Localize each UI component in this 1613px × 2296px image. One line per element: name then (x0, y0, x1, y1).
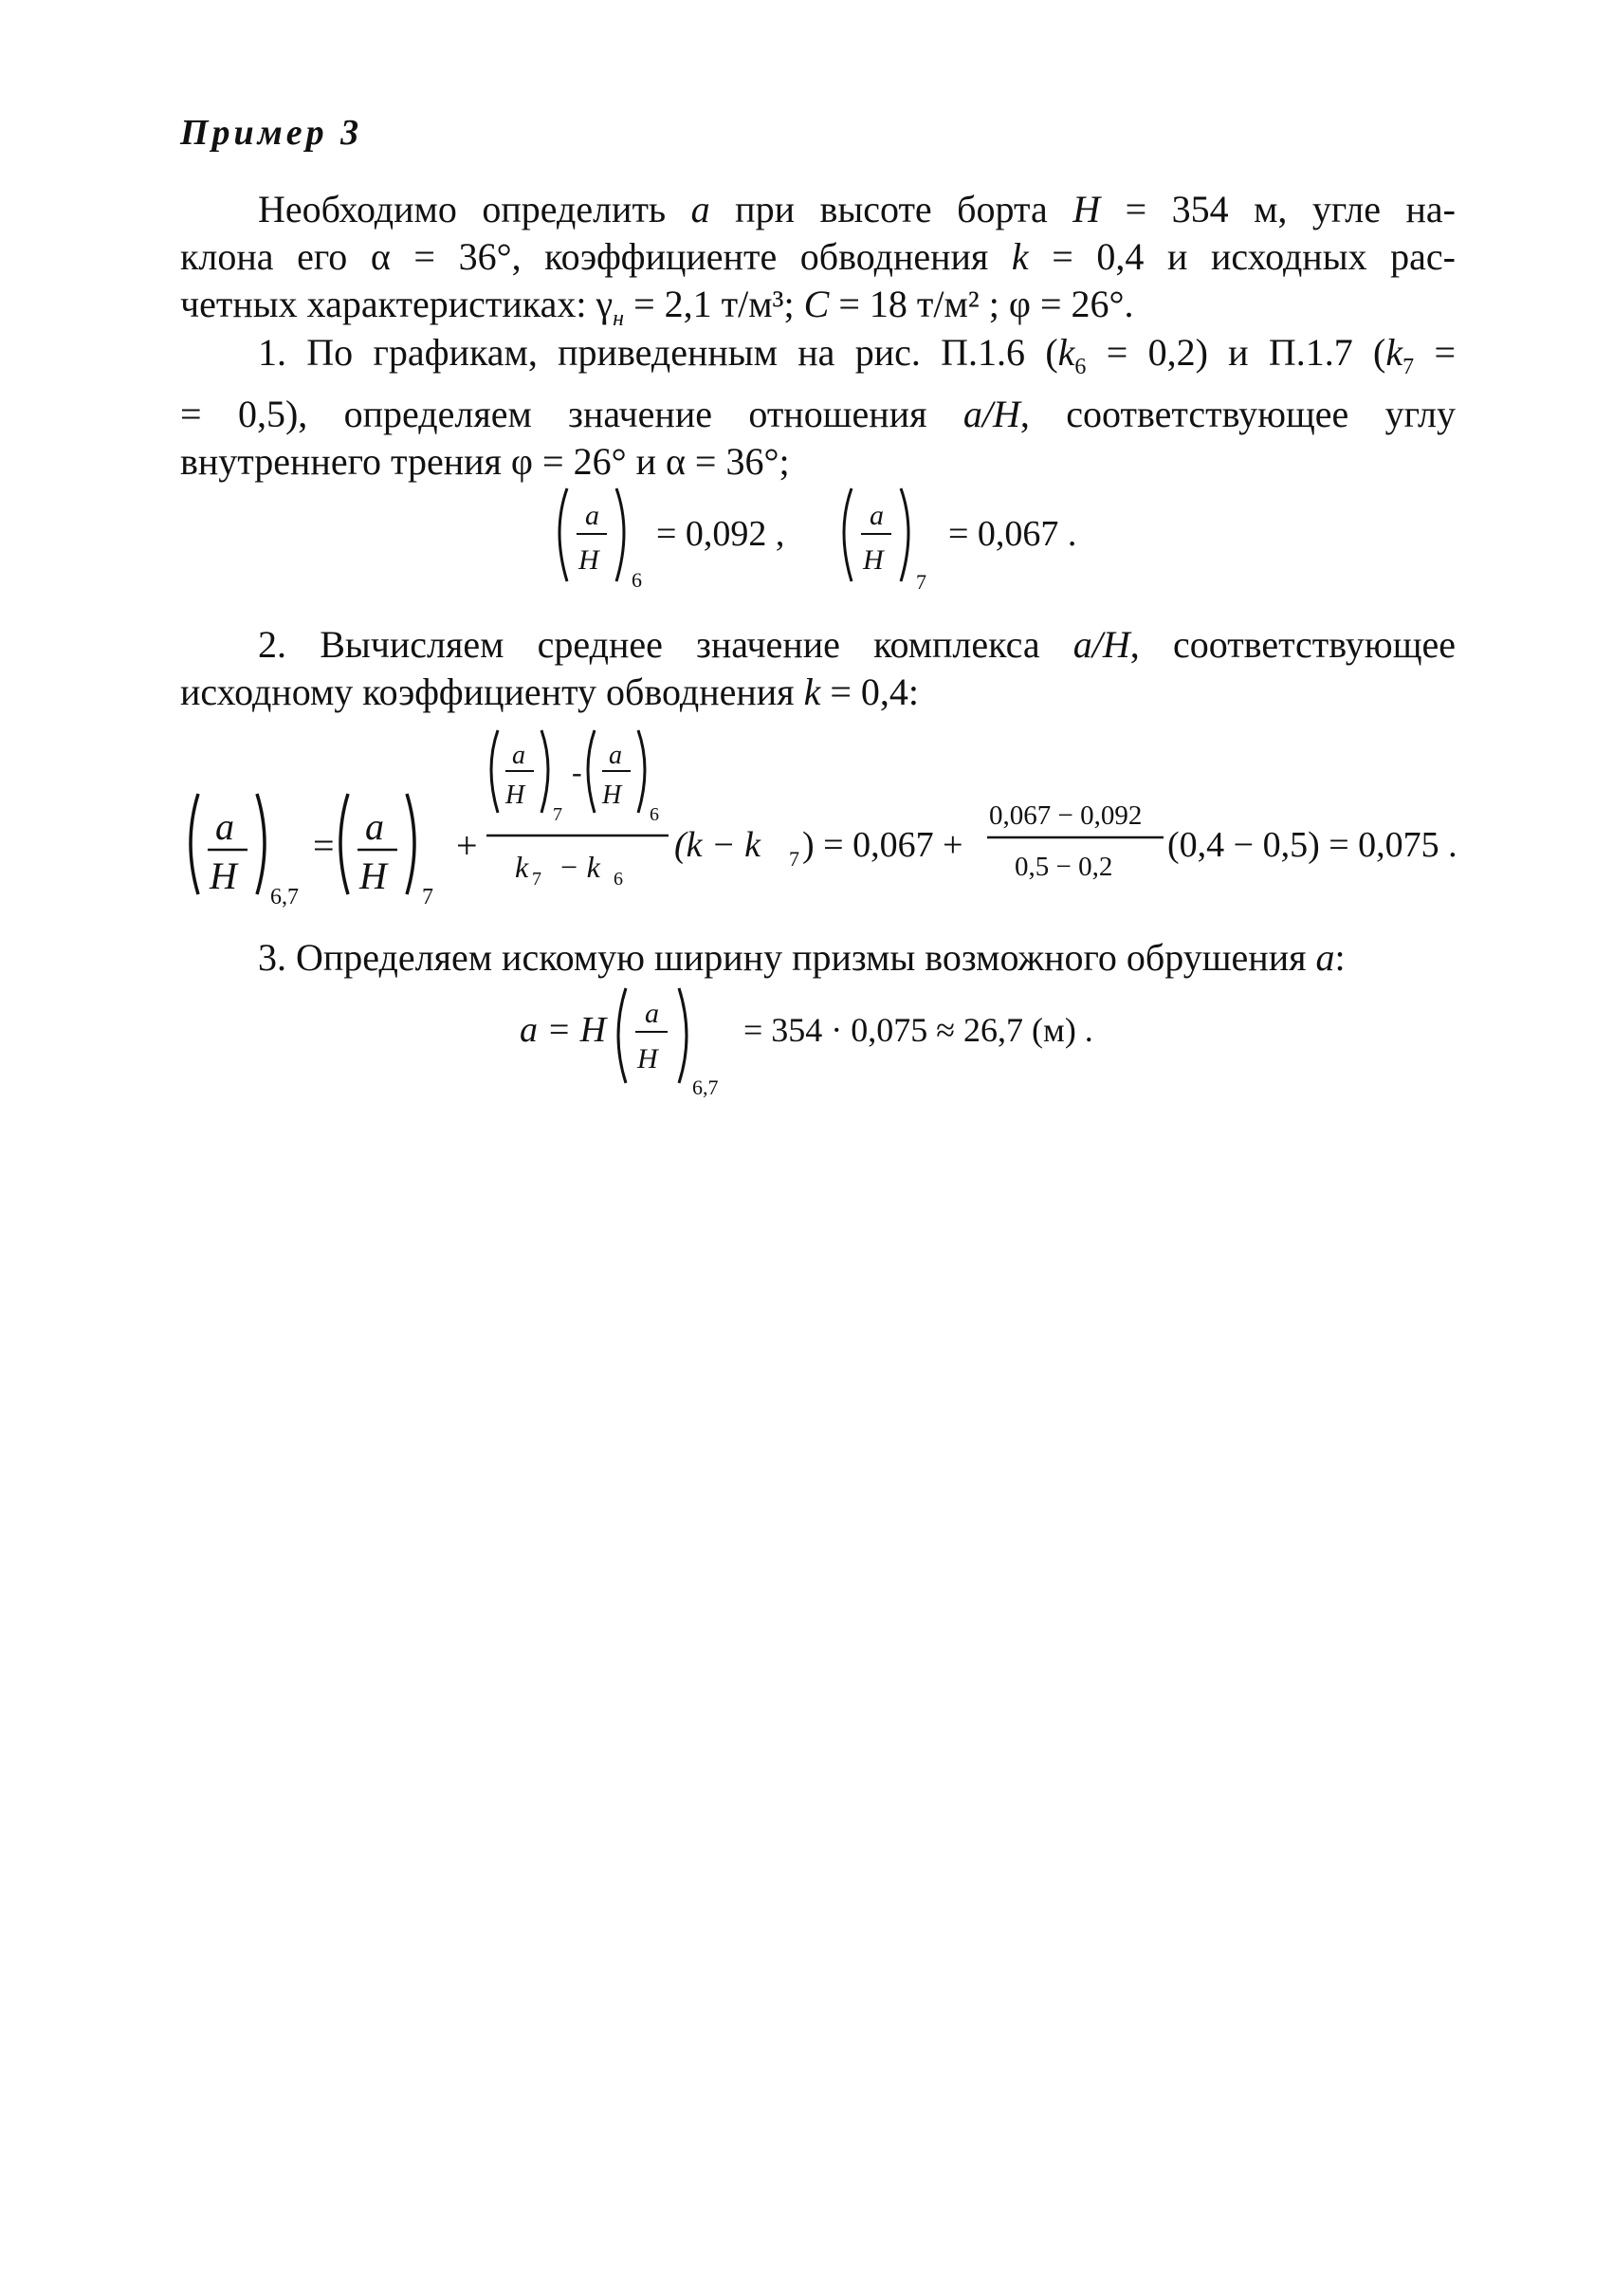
paren-left (491, 730, 498, 813)
step-3-line-1: 3. Определяем искомую ширину призмы возможного обрушения a: (258, 936, 1346, 979)
step-1-line-3: внутреннего трения φ = 26° и α = 36°; (180, 440, 790, 483)
frac-denominator: H (578, 544, 599, 576)
subscript: 7 (553, 804, 562, 825)
intro-paragraph (180, 186, 1456, 342)
subscript: 7 (789, 847, 799, 871)
paren-left (559, 488, 567, 581)
paren-right (901, 488, 908, 581)
step-2-line-1: 2. Вычисляем среднее значение комплекса a/H, соответствующее (258, 623, 1457, 666)
intro-line-2: клона его α = 36°, коэффициенте обводнения k = 0,4 и исходных рас- (180, 235, 1456, 278)
frac-denominator: H (602, 781, 622, 810)
value-1: = 0,092 , (656, 514, 785, 554)
frac-numerator: a (215, 805, 234, 848)
equals-sign: = (313, 824, 335, 867)
subscript: 6 (650, 804, 659, 825)
frac-denominator: H (210, 854, 237, 897)
paren-left (588, 730, 595, 813)
formula-3-svg (520, 977, 1183, 1105)
step-1-paragraph (180, 329, 1456, 486)
frac-numerator: a (645, 998, 659, 1029)
numeric-numerator: 0,067 − 0,092 (989, 800, 1143, 831)
subscript: 6 (614, 869, 623, 890)
minus-sign: - (572, 755, 582, 789)
subscript: 6 (632, 568, 642, 592)
denominator-k6: − k (559, 850, 600, 884)
step-3-paragraph (180, 934, 1456, 982)
subscript: 7 (916, 570, 926, 594)
paren-left (191, 794, 198, 894)
frac-numerator: a (365, 805, 384, 848)
frac-numerator: a (585, 500, 599, 531)
subscript: 7 (532, 869, 541, 890)
value-2: = 0,067 . (948, 514, 1077, 554)
intermediate-value: ) = 0,067 + (802, 825, 963, 865)
subscript: 6,7 (692, 1075, 719, 1099)
step-1-line-1: 1. По графикам, приведенным на рис. П.1.6 $(k_6 = 0,2)$ и П.1.7 ($k_7$ = (258, 331, 1457, 379)
formula-1-svg (550, 479, 1138, 602)
example-heading: Пример 3 (180, 113, 363, 153)
paren-right (407, 794, 414, 894)
formula-width (520, 977, 1183, 1110)
paren-right (541, 730, 548, 813)
factor-k-minus-k7: (k − k (674, 825, 761, 865)
paren-left (340, 794, 348, 894)
paren-right (638, 730, 645, 813)
step-1-line-2: = 0,5), определяем значение отношения a/H, соответствующее углу (180, 393, 1456, 435)
paren-right (679, 988, 687, 1083)
step-2-line-2: исходному коэффициенту обводнения k = 0,4: (180, 670, 919, 713)
paren-right (257, 794, 265, 894)
denominator-k7: k (515, 850, 529, 884)
width-result: = 354 · 0,075 ≈ 26,7 (м) . (743, 1011, 1093, 1049)
frac-numerator: a (609, 741, 622, 770)
paren-left (844, 488, 852, 581)
frac-denominator: H (863, 544, 884, 576)
lhs-a-equals-H: a = H (520, 1010, 607, 1050)
formula-2-svg (185, 726, 1475, 920)
plus-sign: + (456, 824, 478, 867)
intro-line-1: Необходимо определить a при высоте борта H = 354 м, угле на- (258, 188, 1456, 230)
formula-interpolation (185, 726, 1475, 925)
subscript: 6,7 (270, 885, 299, 909)
formula-ratio-values (550, 479, 1138, 607)
step-2-paragraph (180, 621, 1456, 716)
frac-denominator: H (637, 1043, 658, 1075)
intro-line-3: четных характеристиках: $\gamma_н = 2,1$ т/м³; C = 18 т/м² ; φ = 26°. (180, 283, 1134, 331)
numeric-denominator: 0,5 − 0,2 (1015, 852, 1113, 882)
frac-numerator: a (512, 741, 525, 770)
paren-left (618, 988, 626, 1083)
frac-numerator: a (870, 500, 884, 531)
subscript: 7 (422, 885, 433, 909)
frac-denominator: H (359, 854, 387, 897)
paren-right (616, 488, 624, 581)
final-result: (0,4 − 0,5) = 0,075 . (1167, 825, 1457, 865)
frac-denominator: H (505, 781, 525, 810)
